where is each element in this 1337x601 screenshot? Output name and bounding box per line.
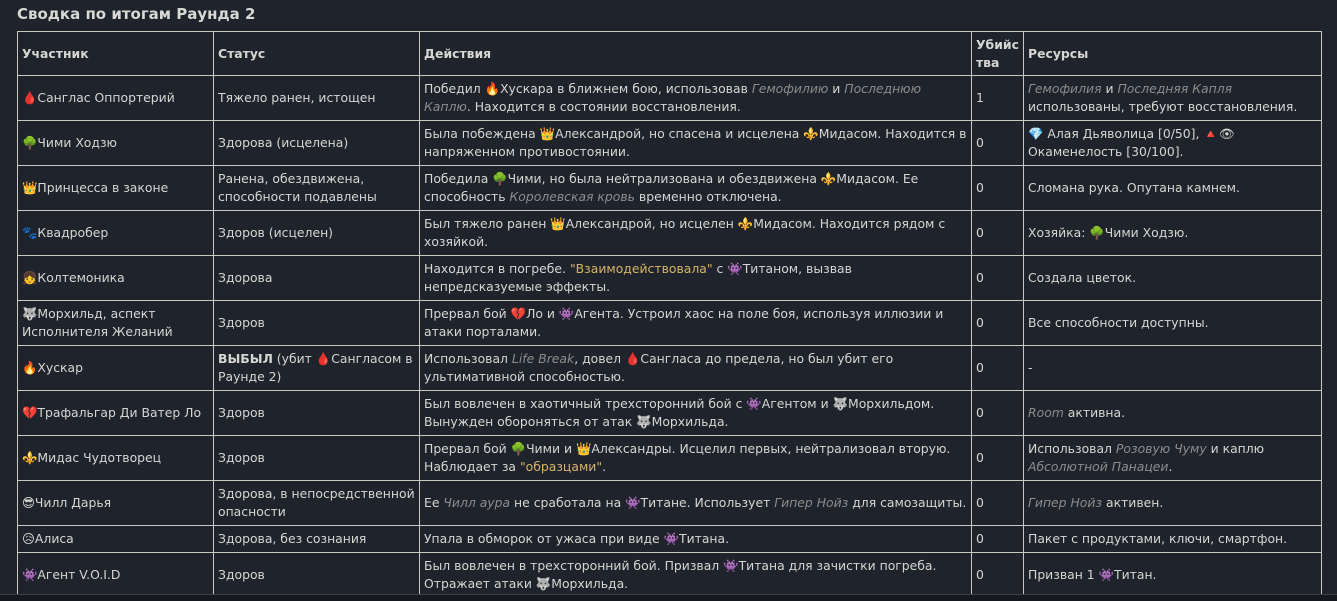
resources-cell — [1024, 121, 1322, 166]
cell-text: Ранена, обездвижена, способности подавлены — [218, 171, 377, 204]
ability-name: Room — [1028, 405, 1064, 420]
status-cell — [214, 166, 420, 211]
cell-text: Ее — [424, 495, 444, 510]
status-cell — [214, 436, 420, 481]
actions-cell — [420, 526, 972, 553]
status-cell — [214, 346, 420, 391]
participant-cell — [18, 553, 214, 598]
ability-name: Последнюю Каплю — [424, 81, 922, 114]
cell-text: Победил 🔥Хускара в ближнем бою, использовав — [424, 81, 752, 96]
cell-text: (убит 🩸Сангласом в Раунде 2) — [218, 351, 413, 384]
participant-cell — [18, 211, 214, 256]
ability-name: Гемофилия — [1028, 81, 1102, 96]
cell-text: и — [828, 81, 845, 96]
cell-text: 😥Алиса — [22, 531, 74, 546]
status-cell — [214, 391, 420, 436]
cell-text: для самозащиты. — [848, 495, 967, 510]
cell-text: ⚜️Мидас Чудотворец — [22, 450, 162, 465]
cell-text: Создала цветок. — [1028, 270, 1137, 285]
table-row — [18, 256, 1322, 301]
resources-cell — [1024, 436, 1322, 481]
ability-name: Последняя Капля — [1117, 81, 1233, 96]
resources-cell — [1024, 346, 1322, 391]
kills-cell: 0 — [972, 166, 1024, 211]
cell-text: использованы, требуют восстановления. — [1028, 99, 1298, 114]
ability-name: Чилл аура — [443, 495, 511, 510]
participant-cell — [18, 76, 214, 121]
cell-text: Хозяйка: 🌳Чими Ходзю. — [1028, 225, 1189, 240]
header-kills-label: Убийства — [976, 36, 1019, 70]
resources-cell — [1024, 526, 1322, 553]
actions-cell — [420, 553, 972, 598]
ability-name: Королевская кровь — [509, 189, 635, 204]
ability-name: Life Break — [511, 351, 575, 366]
cell-text: Сломана рука. Опутана камнем. — [1028, 180, 1240, 195]
kills-cell: 0 — [972, 121, 1024, 166]
cell-text: Упала в обморок от ужаса при виде 👾Титана. — [424, 531, 730, 546]
cell-text: Здоров (исцелен) — [218, 225, 334, 240]
ability-name: Гипер Нойз — [1028, 495, 1103, 510]
table-row — [18, 301, 1322, 346]
actions-cell — [420, 76, 972, 121]
cell-text: Был вовлечен в трехсторонний бой. Призвал 👾Титана для зачистки погреба. Отражает атаки 🐺Морхильда. — [424, 558, 937, 591]
page-title: Сводка по итогам Раунда 2 — [17, 5, 256, 23]
resources-cell — [1024, 391, 1322, 436]
status-cell — [214, 121, 420, 166]
participant-cell — [18, 391, 214, 436]
cell-text: с 👾Титаном, вызвав непредсказуемые эффекты. — [424, 261, 852, 294]
actions-cell — [420, 256, 972, 301]
cell-text: Использовал — [424, 351, 512, 366]
cell-text: 💔Трафальгар Ди Ватер Ло — [22, 405, 202, 420]
cell-text: , довел 🩸Сангласа до предела, но был убит его ультимативной способностью. — [424, 351, 894, 384]
actions-cell — [420, 166, 972, 211]
resources-cell — [1024, 166, 1322, 211]
cell-text: Здорова — [218, 270, 273, 285]
kills-cell: 0 — [972, 301, 1024, 346]
actions-cell — [420, 391, 972, 436]
cell-text: Здоров — [218, 405, 265, 420]
cell-text: Тяжело ранен, истощен — [218, 90, 376, 105]
cell-text: 💎 Алая Дьяволица [0/50], 🔺👁Окаменелость [30/100]. — [1028, 126, 1235, 159]
kills-cell: 0 — [972, 526, 1024, 553]
cell-text: 🐺Морхильд, аспект Исполнителя Желаний — [22, 306, 173, 339]
status-cell — [214, 211, 420, 256]
resources-cell — [1024, 256, 1322, 301]
status-cell — [214, 553, 420, 598]
cell-text: - — [1028, 360, 1033, 375]
actions-cell — [420, 346, 972, 391]
cell-text: и каплю — [1206, 441, 1265, 456]
header-resources: Ресурсы — [1024, 32, 1322, 76]
participant-cell — [18, 301, 214, 346]
cell-text: Был вовлечен в хаотичный трехсторонний бой с 👾Агентом и 🐺Морхильдом. Вынужден обороняться от атак 🐺Морхильда. — [424, 396, 935, 429]
status-cell — [214, 526, 420, 553]
kills-cell: 0 — [972, 211, 1024, 256]
ability-name: Розовую Чуму — [1115, 441, 1207, 456]
cell-text: Пакет с продуктами, ключи, смартфон. — [1028, 531, 1288, 546]
participant-cell — [18, 346, 214, 391]
kills-cell: 0 — [972, 481, 1024, 526]
participant-cell — [18, 436, 214, 481]
cell-text: Здоров — [218, 567, 265, 582]
status-cell — [214, 301, 420, 346]
cell-text: Прервал бой 💔Ло и 👾Агента. Устроил хаос на поле боя, используя иллюзии и атаки порталами. — [424, 306, 944, 339]
actions-cell — [420, 301, 972, 346]
table-row — [18, 121, 1322, 166]
cell-text: Использовал — [1028, 441, 1116, 456]
ability-name: Абсолютной Панацеи — [1028, 459, 1169, 474]
cell-text: Была побеждена 👑Александрой, но спасена и исцелена ⚜️Мидасом. Находится в напряженном противостоянии. — [424, 126, 967, 159]
participant-cell — [18, 256, 214, 301]
header-participant: Участник — [18, 32, 214, 76]
round-summary-table — [17, 31, 1322, 598]
cell-text: 🩸Санглас Оппортерий — [22, 90, 175, 105]
ability-name: Гемофилию — [751, 81, 829, 96]
cell-text: Находится в погребе. — [424, 261, 570, 276]
cell-text: 🌳Чими Ходзю — [22, 135, 117, 150]
participant-cell — [18, 166, 214, 211]
cell-text: Победила 🌳Чими, но была нейтрализована и обездвижена ⚜️Мидасом. Ее способность — [424, 171, 919, 204]
cell-text: Прервал бой 🌳Чими и 👑Александры. Исцелил первых, нейтрализовал вторую. Наблюдает за — [424, 441, 951, 474]
cell-text: 👾Агент V.O.I.D — [22, 567, 121, 582]
cell-text: 🔥Хускар — [22, 360, 84, 375]
resources-cell — [1024, 301, 1322, 346]
status-cell — [214, 481, 420, 526]
cell-text: активна. — [1063, 405, 1126, 420]
table-row — [18, 76, 1322, 121]
table-row — [18, 526, 1322, 553]
cell-text: временно отключена. — [634, 189, 782, 204]
cell-text: Был тяжело ранен 👑Александрой, но исцелен ⚜️Мидасом. Находится рядом с хозяйкой. — [424, 216, 946, 249]
cell-text: . Находится в состоянии восстановления. — [466, 99, 741, 114]
participant-cell — [18, 121, 214, 166]
cell-text: Здорова (исцелена) — [218, 135, 349, 150]
cell-text: ВЫБЫЛ — [218, 351, 273, 366]
cell-text: Здорова, в непосредственной опасности — [218, 486, 415, 519]
table-row — [18, 436, 1322, 481]
table-header-row — [18, 32, 1322, 76]
cell-text: . — [1168, 459, 1173, 474]
kills-cell: 0 — [972, 256, 1024, 301]
cell-text: 😎Чилл Дарья — [22, 495, 112, 510]
header-status: Статус — [214, 32, 420, 76]
actions-cell — [420, 481, 972, 526]
cell-text: Здоров — [218, 450, 265, 465]
cell-text: Здорова, без сознания — [218, 531, 367, 546]
cell-text: не сработала на 👾Титане. Использует — [510, 495, 775, 510]
cell-text: Призван 1 👾Титан. — [1028, 567, 1157, 582]
cell-text: . — [602, 459, 607, 474]
participant-cell — [18, 481, 214, 526]
cell-text: активен. — [1102, 495, 1164, 510]
resources-cell — [1024, 76, 1322, 121]
kills-cell: 0 — [972, 436, 1024, 481]
table-row — [18, 346, 1322, 391]
resources-cell — [1024, 553, 1322, 598]
actions-cell — [420, 121, 972, 166]
table-row — [18, 211, 1322, 256]
kills-cell: 0 — [972, 346, 1024, 391]
cell-text: 🐾Квадробер — [22, 225, 109, 240]
table-row — [18, 481, 1322, 526]
cell-text: Все способности доступны. — [1028, 315, 1209, 330]
quoted-text: "образцами" — [519, 459, 603, 474]
cell-text: Здоров — [218, 315, 265, 330]
header-actions: Действия — [420, 32, 972, 76]
kills-cell: 0 — [972, 553, 1024, 598]
participant-cell — [18, 526, 214, 553]
cell-text: 👧Колтемоника — [22, 270, 125, 285]
resources-cell — [1024, 481, 1322, 526]
kills-cell: 0 — [972, 391, 1024, 436]
header-kills — [972, 32, 1024, 76]
table-row — [18, 553, 1322, 598]
table-row — [18, 391, 1322, 436]
table-row — [18, 166, 1322, 211]
resources-cell — [1024, 211, 1322, 256]
kills-cell: 1 — [972, 76, 1024, 121]
quoted-text: "Взаимодействовала" — [569, 261, 713, 276]
cell-text: и — [1101, 81, 1118, 96]
status-cell — [214, 256, 420, 301]
cell-text: 👑Принцесса в законе — [22, 180, 169, 195]
actions-cell — [420, 436, 972, 481]
actions-cell — [420, 211, 972, 256]
status-cell — [214, 76, 420, 121]
ability-name: Гипер Нойз — [774, 495, 849, 510]
